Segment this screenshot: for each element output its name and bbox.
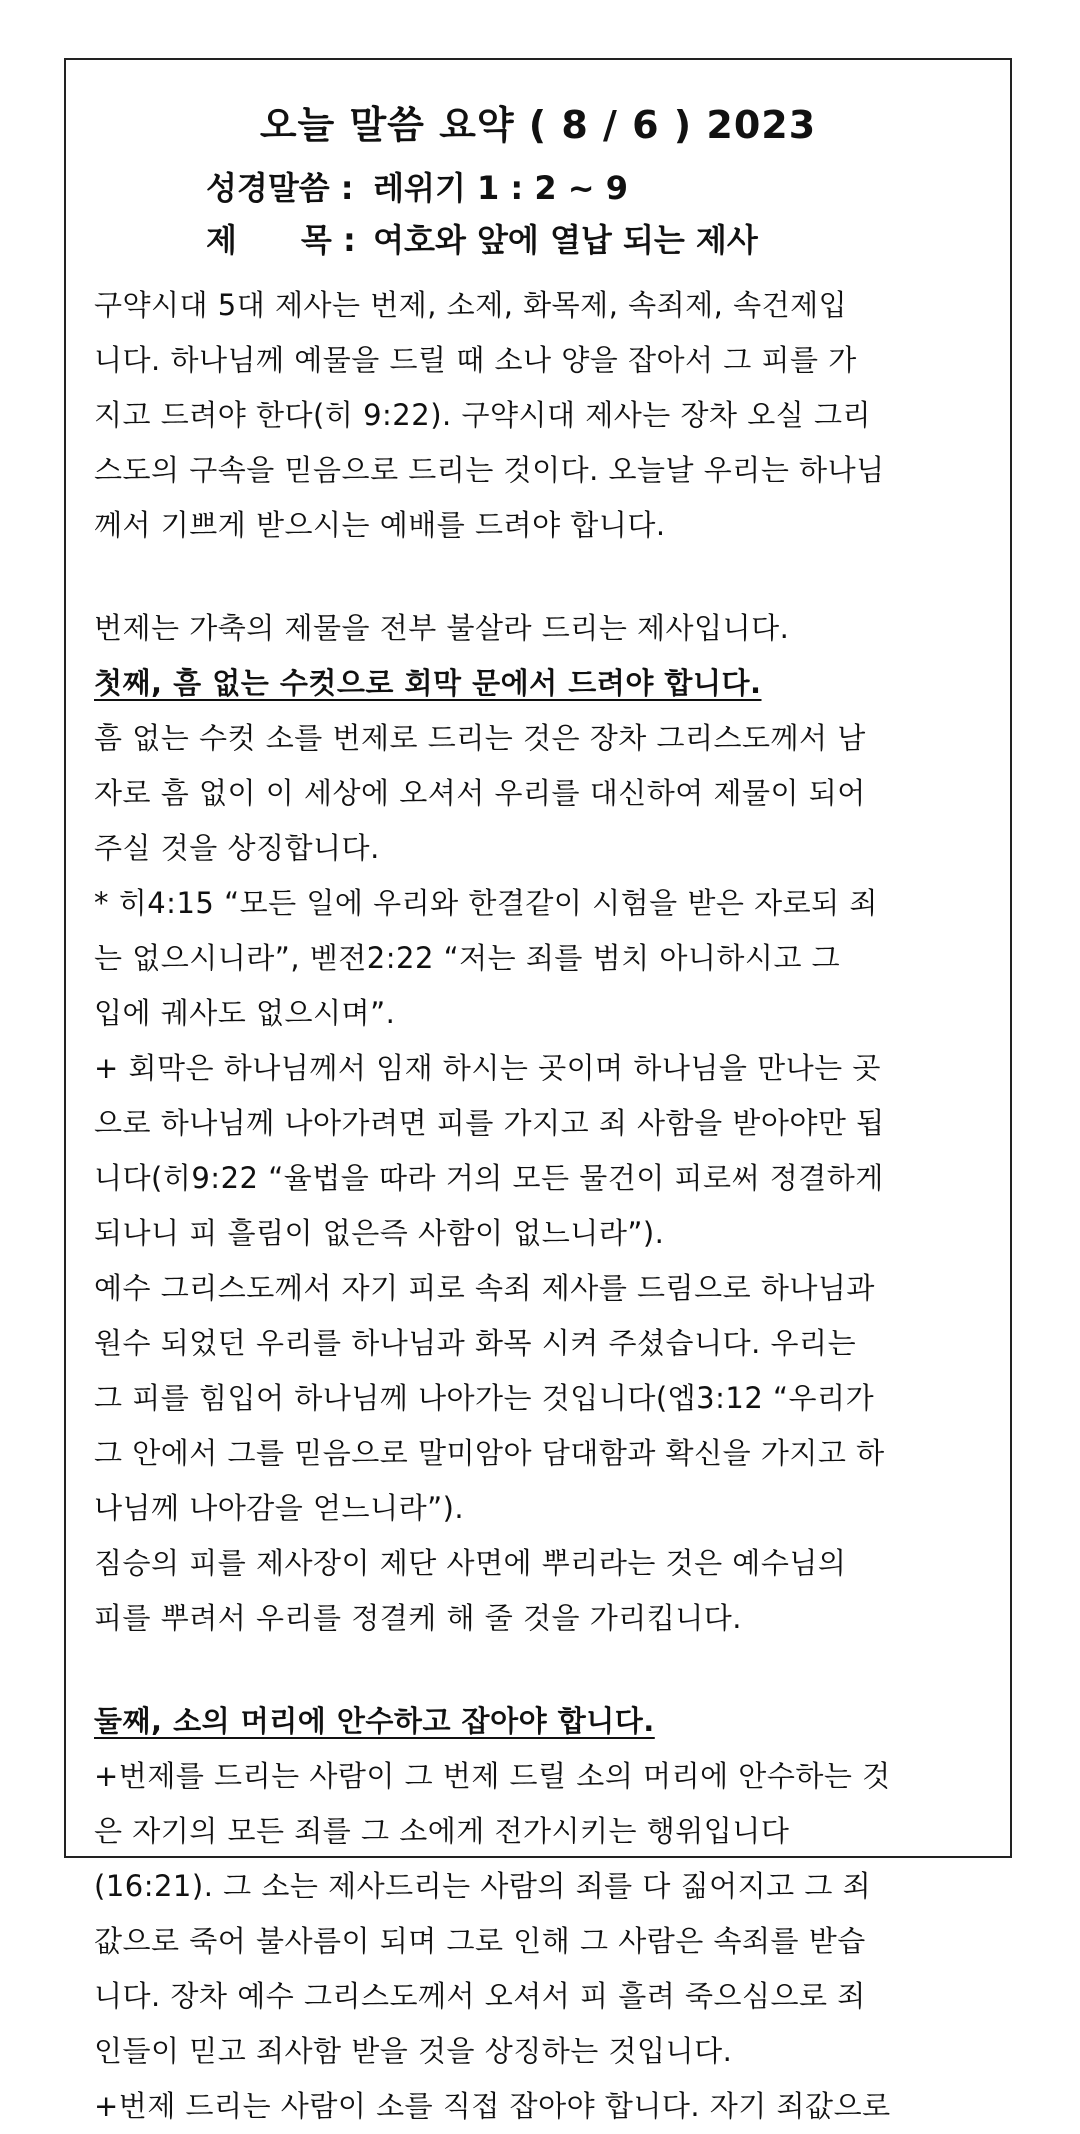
body-line: 피를 뿌려서 우리를 정결케 해 줄 것을 가리킵니다. bbox=[94, 1601, 743, 1635]
body-line: 는 없으시니라”, 벧전2:22 “저는 죄를 범치 아니하시고 그 bbox=[94, 941, 841, 975]
subject-label: 제 목 : bbox=[206, 221, 356, 259]
body-line: 값으로 죽어 불사름이 되며 그로 인해 그 사람은 속죄를 받습 bbox=[94, 1924, 866, 1958]
body-line: 입에 궤사도 없으시며”. bbox=[94, 996, 396, 1030]
scripture-line bbox=[94, 162, 982, 214]
body-line: 니다. 하나님께 예물을 드릴 때 소나 양을 잡아서 그 피를 가 bbox=[94, 343, 857, 377]
body-line: 번제는 가축의 제물을 전부 불살라 드리는 제사입니다. bbox=[94, 611, 790, 645]
sermon-summary-document bbox=[64, 58, 1012, 2123]
body-line: 나님께 나아감을 얻느니라”). bbox=[94, 1491, 465, 1525]
body-line: 자로 흠 없이 이 세상에 오셔서 우리를 대신하여 제물이 되어 bbox=[94, 776, 866, 810]
body-line: + 회막은 하나님께서 임재 하시는 곳이며 하나님을 만나는 곳 bbox=[94, 1051, 881, 1085]
document-title: 오늘 말씀 요약 ( 8 / 6 ) 2023 bbox=[259, 103, 817, 147]
body-line: 은 자기의 모든 죄를 그 소에게 전가시키는 행위입니다 bbox=[94, 1814, 790, 1848]
scripture-value: 레위기 1 : 2 ~ 9 bbox=[373, 169, 628, 207]
body-line: 니다. 장차 예수 그리스도께서 오셔서 피 흘려 죽으심으로 죄 bbox=[94, 1979, 866, 2013]
subject-value: 여호와 앞에 열납 되는 제사 bbox=[373, 221, 758, 259]
body-line: 니다(히9:22 “율법을 따라 거의 모든 물건이 피로써 정결하게 bbox=[94, 1161, 884, 1195]
body-line: 그 피를 힘입어 하나님께 나아가는 것입니다(엡3:12 “우리가 bbox=[94, 1381, 875, 1415]
body-line: 원수 되었던 우리를 하나님과 화목 시켜 주셨습니다. 우리는 bbox=[94, 1326, 857, 1360]
body-line: 예수 그리스도께서 자기 피로 속죄 제사를 드림으로 하나님과 bbox=[94, 1271, 875, 1305]
paragraph-gap bbox=[94, 553, 982, 601]
body-line: 되나니 피 흘림이 없은즉 사함이 없느니라”). bbox=[94, 1216, 665, 1250]
body-line: 짐승의 피를 제사장이 제단 사면에 뿌리라는 것은 예수님의 bbox=[94, 1546, 847, 1580]
body-line: +번제를 드리는 사람이 그 번제 드릴 소의 머리에 안수하는 것 bbox=[94, 1759, 891, 1793]
body-line: +번제 드리는 사람이 소를 직접 잡아야 합니다. 자기 죄값으로 bbox=[94, 2089, 891, 2123]
body-line: 지고 드려야 한다(히 9:22). 구약시대 제사는 장차 오실 그리 bbox=[94, 398, 872, 432]
body-line: 스도의 구속을 믿음으로 드리는 것이다. 오늘날 우리는 하나님 bbox=[94, 453, 885, 487]
body-line: 구약시대 5대 제사는 번제, 소제, 화목제, 속죄제, 속건제입 bbox=[94, 288, 848, 322]
body-line: * 히4:15 “모든 일에 우리와 한결같이 시험을 받은 자로되 죄 bbox=[94, 886, 878, 920]
section-heading-first: 첫째, 흠 없는 수컷으로 회막 문에서 드려야 합니다. bbox=[94, 666, 762, 700]
subject-line bbox=[94, 214, 982, 266]
body-line: (16:21). 그 소는 제사드리는 사람의 죄를 다 짊어지고 그 죄 bbox=[94, 1869, 872, 1903]
section-heading-second: 둘째, 소의 머리에 안수하고 잡아야 합니다. bbox=[94, 1704, 655, 1738]
scripture-label: 성경말씀 : bbox=[206, 169, 354, 207]
document-body bbox=[94, 278, 982, 2134]
body-line: 께서 기쁘게 받으시는 예배를 드려야 합니다. bbox=[94, 508, 666, 542]
paragraph-gap bbox=[94, 1646, 982, 1694]
body-line: 인들이 믿고 죄사함 받을 것을 상징하는 것입니다. bbox=[94, 2034, 733, 2068]
body-line: 그 안에서 그를 믿음으로 말미암아 담대함과 확신을 가지고 하 bbox=[94, 1436, 885, 1470]
body-line: 으로 하나님께 나아가려면 피를 가지고 죄 사함을 받아야만 됩 bbox=[94, 1106, 885, 1140]
body-line: 흠 없는 수컷 소를 번제로 드리는 것은 장차 그리스도께서 남 bbox=[94, 721, 866, 755]
body-line: 주실 것을 상징합니다. bbox=[94, 831, 380, 865]
